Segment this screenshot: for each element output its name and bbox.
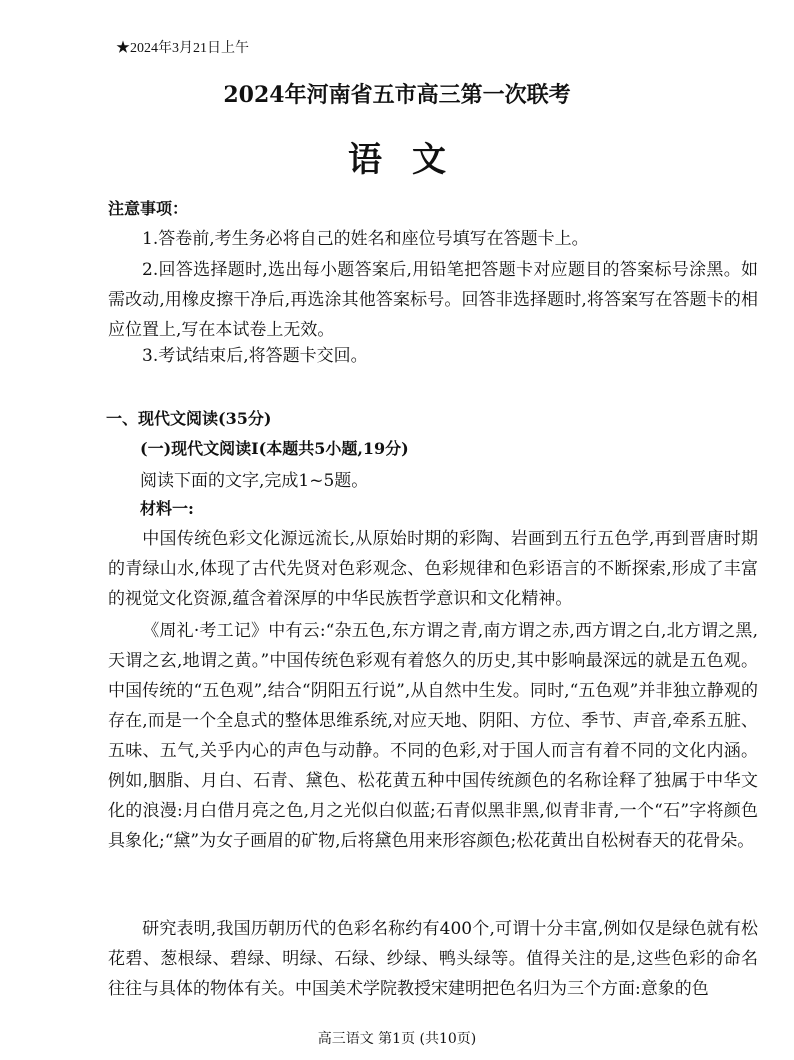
passage-paragraph <box>108 524 758 614</box>
note-item <box>108 224 758 254</box>
notes-heading: 注意事项： <box>108 199 189 218</box>
note-text: 1.答卷前,考生务必将自己的姓名和座位号填写在答题卡上。 <box>142 229 589 249</box>
passage-paragraph <box>108 616 758 856</box>
section-instruction: 阅读下面的文字,完成1~5题。 <box>140 471 369 491</box>
section-title: 一、现代文阅读(35分) <box>106 409 272 428</box>
page-footer: 高三语文 第1页 (共10页) <box>317 1031 477 1047</box>
section-subtitle: (一)现代文阅读Ⅰ(本题共5小题,19分) <box>140 439 409 458</box>
note-text: 3.考试结束后,将答题卡交回。 <box>142 346 368 366</box>
material-label: 材料一: <box>140 499 194 518</box>
note-item <box>108 341 758 371</box>
paragraph-text: 中国传统色彩文化源远流长,从原始时期的彩陶、岩画到五行五色学,再到晋唐时期的青绿山水,体现了古代先贤对色彩观念、色彩规律和色彩语言的不断探索,形成了丰富的视觉文化资源,蕴含着深厚的中华民族哲学意识和文化精神。 <box>108 529 758 609</box>
passage-paragraph <box>108 914 758 1004</box>
paragraph-text: 研究表明,我国历朝历代的色彩名称约有400个,可谓十分丰富,例如仅是绿色就有松花碧、葱根绿、碧绿、明绿、石绿、纱绿、鸭头绿等。值得关注的是,这些色彩的命名往往与具体的物体有关。中国美术学院教授宋建明把色名归为三个方面:意象的色 <box>108 919 758 999</box>
subject-title: 语文 <box>348 140 476 180</box>
exam-title: 2024年河南省五市高三第一次联考 <box>223 82 571 108</box>
note-text: 2.回答选择题时,选出每小题答案后,用铅笔把答题卡对应题目的答案标号涂黑。如需改动,用橡皮擦干净后,再选涂其他答案标号。回答非选择题时,将答案写在答题卡的相应位置上,写在本试卷上无效。 <box>108 260 758 340</box>
exam-date-stamp: ★2024年3月21日上午 <box>116 41 249 56</box>
note-item <box>108 255 758 345</box>
paragraph-text: 《周礼·考工记》中有云:“杂五色,东方谓之青,南方谓之赤,西方谓之白,北方谓之黑,天谓之玄,地谓之黄。”中国传统色彩观有着悠久的历史,其中影响最深远的就是五色观。中国传统的“五色观”,结合“阴阳五行说”,从自然中生发。同时,“五色观”并非独立静观的存在,而是一个全息式的整体思维系统,对应天地、阴阳、方位、季节、声音,牵系五脏、五味、五气,关乎内心的声色与动静。不同的色彩,对于国人而言有着不同的文化内涵。例如,胭脂、月白、石青、黛色、松花黄五种中国传统颜色的名称诠释了独属于中华文化的浪漫:月白借月亮之色,月之光似白似蓝;石青似黑非黑,似青非青,一个“石”字将颜色具象化;“黛”为女子画眉的矿物,后将黛色用来形容颜色;松花黄出自松树春天的花骨朵。 <box>108 621 758 851</box>
